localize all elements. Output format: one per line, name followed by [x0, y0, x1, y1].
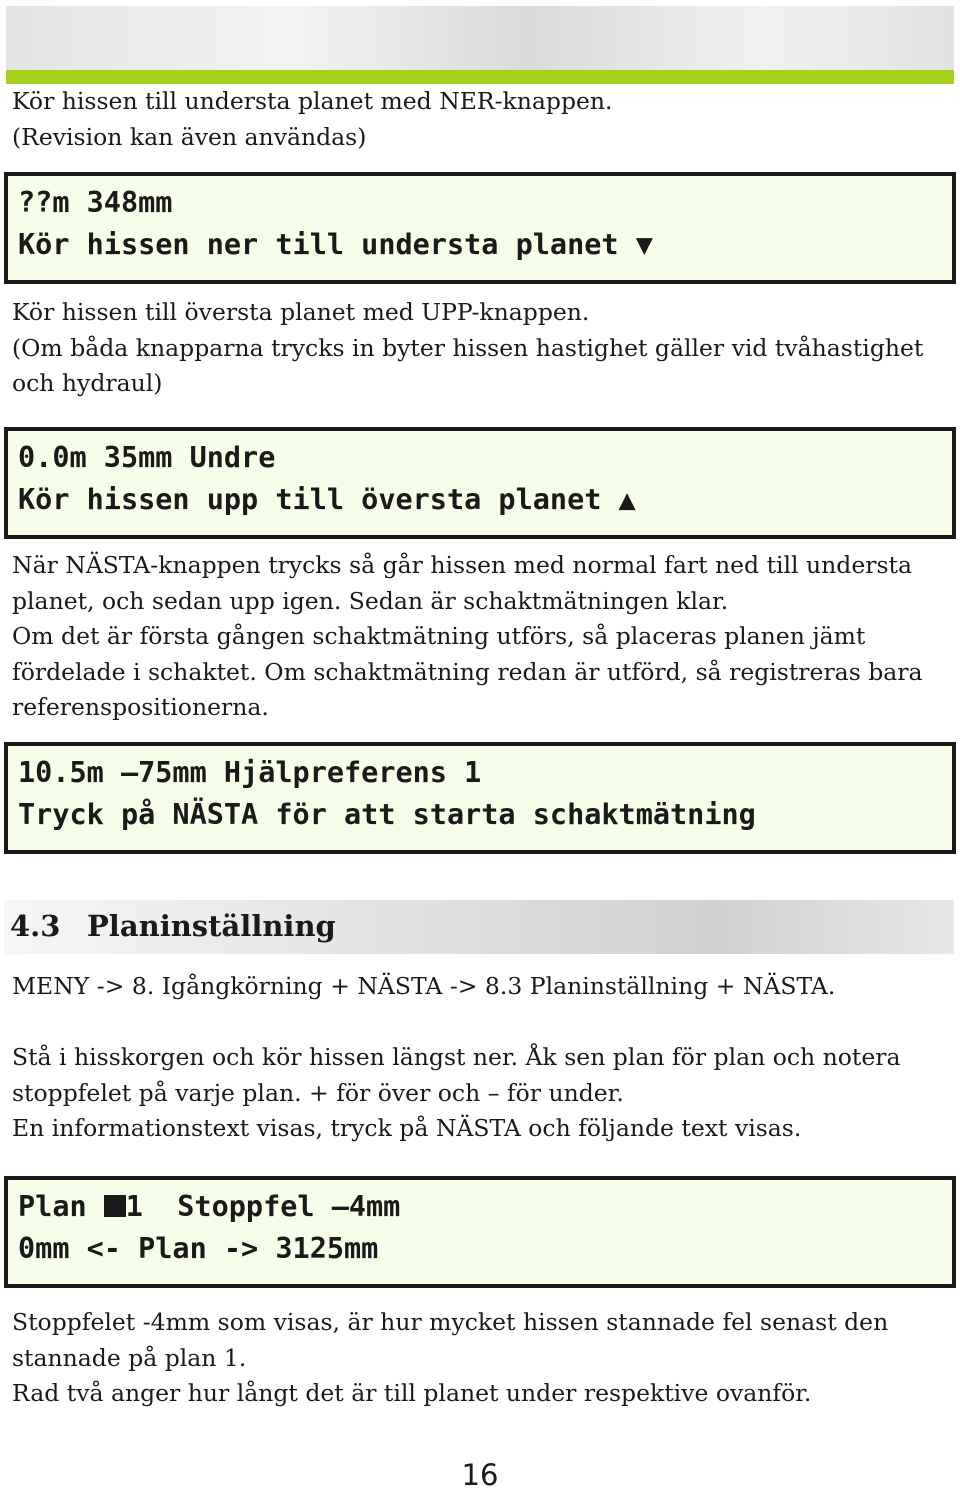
lcd-display-down	[4, 172, 956, 284]
lcd-line-1-suffix: 1 Stoppfel –4mm	[125, 1190, 401, 1223]
lcd-line-1: ??m 348mm	[18, 186, 173, 219]
menu-path	[12, 969, 835, 1005]
lcd-line-1	[18, 1190, 400, 1223]
paragraph-line: och hydraul)	[12, 369, 163, 397]
lcd-display-up	[4, 427, 956, 539]
paragraph-line: (Revision kan även användas)	[12, 122, 367, 151]
section-title: Planinställning	[87, 909, 336, 943]
stop-error-paragraph	[12, 1305, 888, 1412]
header-gradient-bar	[6, 6, 954, 70]
lcd-line-2: 0mm <- Plan -> 3125mm	[18, 1232, 379, 1265]
paragraph-line: Stoppfelet -4mm som visas, är hur mycket hissen stannade fel senast den	[12, 1308, 889, 1336]
paragraph-line: En informationstext visas, tryck på NÄSTA och följande text visas.	[12, 1114, 802, 1142]
lcd-line-1: 0.0m 35mm Undre	[18, 441, 276, 474]
paragraph-line: Rad två anger hur långt det är till planet under respektive ovanför.	[12, 1379, 812, 1407]
shaft-measure-paragraph	[12, 548, 923, 726]
lcd-line-2: Kör hissen upp till översta planet ▲	[18, 483, 636, 516]
up-instruction-paragraph	[12, 295, 923, 402]
lcd-line-1: 10.5m –75mm Hjälpreferens 1	[18, 756, 482, 789]
paragraph-line: Kör hissen till understa planet med NER-knappen.	[12, 87, 613, 115]
paragraph-line: Om det är första gången schaktmätning utförs, så placeras planen jämt	[12, 622, 866, 650]
paragraph-line: När NÄSTA-knappen trycks så går hissen med normal fart ned till understa	[12, 551, 912, 579]
paragraph-line: stannade på plan 1.	[12, 1343, 247, 1372]
lcd-line-2: Tryck på NÄSTA för att starta schaktmätning	[18, 798, 756, 831]
paragraph-line: planet, och sedan upp igen. Sedan är schaktmätningen klar.	[12, 586, 729, 615]
cursor-block-icon	[104, 1195, 126, 1217]
section-number: 4.3	[10, 909, 61, 943]
paragraph-line: fördelade i schaktet. Om schaktmätning redan är utförd, så registreras bara	[12, 657, 923, 686]
lcd-display-next	[4, 742, 956, 854]
lcd-display-floor	[4, 1176, 956, 1288]
paragraph-line: referenspositionerna.	[12, 693, 269, 721]
paragraph-line: stoppfelet på varje plan. + för över och – för under.	[12, 1078, 624, 1107]
paragraph-line: Stå i hisskorgen och kör hissen längst ner. Åk sen plan för plan och notera	[12, 1043, 901, 1071]
paragraph-line: (Om båda knapparna trycks in byter hissen hastighet gäller vid tvåhastighet	[12, 333, 924, 362]
header-accent-stripe	[6, 70, 954, 84]
intro-paragraph	[12, 84, 613, 155]
menu-path-text: MENY -> 8. Igångkörning + NÄSTA -> 8.3 Planinställning + NÄSTA.	[12, 972, 836, 1000]
lcd-line-2: Kör hissen ner till understa planet ▼	[18, 228, 653, 261]
lcd-line-1-prefix: Plan	[18, 1190, 104, 1223]
paragraph-line: Kör hissen till översta planet med UPP-knappen.	[12, 298, 590, 326]
floor-adjust-paragraph	[12, 1040, 901, 1147]
page-number: 16	[461, 1458, 499, 1492]
